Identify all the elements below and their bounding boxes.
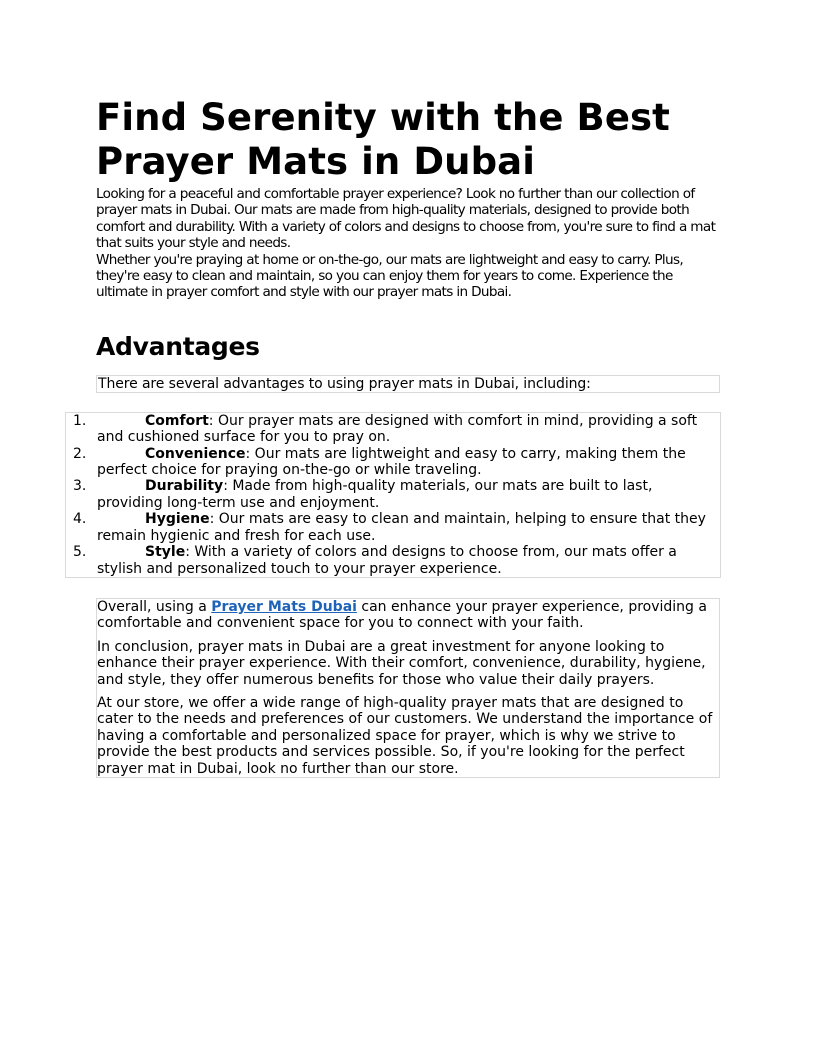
- advantages-lead-box: [96, 375, 720, 393]
- list-item: [73, 511, 720, 544]
- closing-paragraph-2: In conclusion, prayer mats in Dubai are a great investment for anyone looking to enhance their prayer experience. With their comfort, convenience, durability, hygiene, and style, they offer numerous benefits for those who value their daily prayers.: [97, 638, 706, 688]
- list-item: [73, 445, 720, 479]
- intro-paragraph-2: Whether you're praying at home or on-the-go, our mats are lightweight and easy to carry. Plus, they're easy to clean and maintain, so you can enjoy them for years to come. Experience the ultimate in prayer comfort and style with our prayer mats in Dubai.: [96, 251, 684, 301]
- list-item-term: Style: [145, 544, 186, 561]
- list-item-number: 3.: [73, 478, 87, 495]
- closing-paragraph-1: [97, 599, 719, 632]
- list-item-term: Hygiene: [145, 511, 210, 528]
- list-item-text: : Our mats are easy to clean and maintain, helping to ensure that they remain hygienic and fresh for each use.: [97, 511, 706, 544]
- advantages-heading: Advantages: [96, 331, 260, 361]
- prayer-mats-dubai-link[interactable]: Prayer Mats Dubai: [211, 598, 357, 615]
- list-item-term: Durability: [145, 478, 224, 495]
- list-item-text: : Our prayer mats are designed with comfort in mind, providing a soft and cushioned surface for you to pray on.: [97, 412, 698, 446]
- list-item: [73, 412, 720, 446]
- advantages-list: [65, 412, 721, 578]
- list-item-term: Convenience: [145, 445, 246, 462]
- page-title: Find Serenity with the Best Prayer Mats in Dubai: [96, 96, 670, 183]
- closing-p1-after: can enhance your prayer experience, providing a comfortable and convenient space for you to connect with your faith.: [97, 598, 707, 632]
- list-item-number: 4.: [73, 511, 87, 528]
- list-item: [73, 544, 720, 577]
- intro-section: [96, 186, 720, 301]
- closing-paragraph-3: At our store, we offer a wide range of high-quality prayer mats that are designed to cater to the needs and preferences of our customers. We understand the importance of having a comfortable and personalized space for prayer, which is why we strive to provide the best products and services possible. So, if you're looking for the perfect prayer mat in Dubai, look no further than our store.: [97, 694, 713, 777]
- list-item-text: : With a variety of colors and designs to choose from, our mats offer a stylish and personalized touch to your prayer experience.: [97, 544, 677, 577]
- list-item-number: 1.: [73, 412, 87, 429]
- advantages-lead: There are several advantages to using prayer mats in Dubai, including:: [98, 375, 591, 392]
- closing-section: [96, 598, 720, 778]
- list-item-text: : Our mats are lightweight and easy to carry, making them the perfect choice for praying on-the-go or while traveling.: [97, 445, 686, 479]
- list-item-text: : Made from high-quality materials, our mats are built to last, providing long-term use and enjoyment.: [97, 478, 653, 511]
- list-item-term: Comfort: [145, 412, 209, 429]
- list-item-number: 5.: [73, 544, 87, 561]
- list-item-number: 2.: [73, 445, 87, 462]
- intro-paragraph-1: Looking for a peaceful and comfortable prayer experience? Look no further than our collection of prayer mats in Dubai. Our mats are made from high-quality materials, designed to provide both comfort and durability. With a variety of colors and designs to choose from, you're sure to find a mat that suits your style and needs.: [96, 186, 716, 252]
- document-page: [73, 96, 720, 778]
- closing-p1-before: Overall, using a: [97, 598, 212, 615]
- list-item: [73, 478, 720, 511]
